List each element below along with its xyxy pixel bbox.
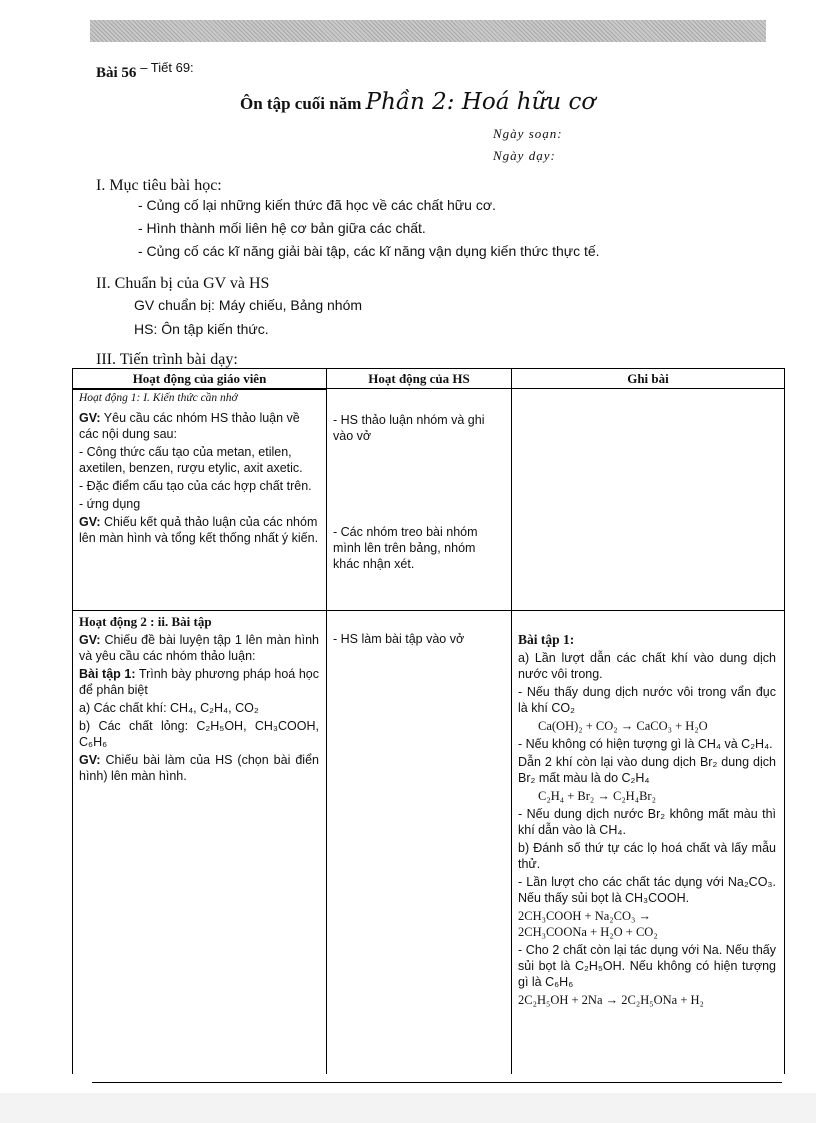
- activity-2-notes: [518, 631, 776, 1010]
- note-line: a) Lần lượt dẫn các chất khí vào dung dịch nước vôi trong.: [518, 651, 776, 682]
- activity-2-student: - HS làm bài tập vào vở: [333, 632, 465, 646]
- equation: 2CH₃COONa + H₂O + CO₂: [518, 925, 658, 940]
- exercise-label: Bài tập 1:: [79, 667, 136, 681]
- note-line: - Nếu không có hiện tượng gì là CH₄ và C₂H₄.: [518, 737, 773, 752]
- gv-text: Chiếu kết quả thảo luận của các nhóm lên màn hình và tổng kết thống nhất ý kiến.: [79, 515, 319, 545]
- footer-strip: [0, 1093, 816, 1123]
- activity-1-student-1: - HS thảo luận nhóm và ghi vào vở: [333, 413, 485, 443]
- title-fancy: Phần 2: Hoá hữu cơ: [365, 89, 596, 115]
- gv-text: Yêu cầu các nhóm HS thảo luận về các nội dung sau:: [79, 411, 300, 441]
- objective-item: - Củng cố các kĩ năng giải bài tập, các kĩ năng vận dụng kiến thức thực tế.: [138, 243, 600, 259]
- content-line: a) Các chất khí: CH₄, C₂H₄, CO₂: [79, 701, 259, 715]
- exercise-text: Trình bày phương pháp hoá học để phân biệt: [79, 667, 320, 697]
- equation: C₂H₄ + Br₂ → C₂H₄Br₂: [538, 789, 656, 804]
- activity-2-title-text: Hoạt động 2 : ii. Bài tập: [79, 614, 212, 629]
- prep-item-gv: GV chuẩn bị: Máy chiếu, Bảng nhóm: [134, 297, 363, 313]
- activity-1-teacher: [79, 410, 319, 548]
- gv-label: GV:: [79, 753, 101, 767]
- teach-date: Ngày dạy:: [493, 148, 556, 163]
- footer-rule: [92, 1082, 782, 1083]
- lesson-label: Bài 56: [96, 65, 137, 81]
- title-plain: Ôn tập cuối năm: [240, 94, 362, 113]
- content-line: - Công thức cấu tạo của metan, etilen, axetilen, benzen, rượu etylic, axit axetic.: [79, 445, 303, 475]
- activity-2-teacher: [79, 632, 319, 786]
- content-line: - Đặc điểm cấu tạo của các hợp chất trên.: [79, 479, 312, 493]
- lesson-table: [72, 368, 785, 1074]
- note-line: - Cho 2 chất còn lại tác dụng với Na. Nếu thấy sủi bọt là C₂H₅OH. Nếu không có hiện tượng gì là C₆H₆: [518, 943, 776, 990]
- objective-item: - Hình thành mối liên hệ cơ bản giữa các chất.: [138, 220, 426, 236]
- gv-label: GV:: [79, 633, 101, 647]
- section-3-heading: III. Tiến trình bài dạy:: [96, 351, 238, 368]
- page-title: [240, 88, 595, 117]
- equation: Ca(OH)₂ + CO₂ → CaCO₃ + H₂O: [538, 719, 708, 734]
- gv-text: Chiếu bài làm của HS (chọn bài điển hình) lên màn hình.: [79, 753, 319, 783]
- section-1-heading: I. Mục tiêu bài học:: [96, 177, 222, 194]
- gv-text: Chiếu đề bài luyện tập 1 lên màn hình và yêu cầu các nhóm thảo luận:: [79, 633, 319, 663]
- objective-item: - Củng cố lại những kiến thức đã học về các chất hữu cơ.: [138, 197, 496, 213]
- note-line: - Nếu dung dịch nước Br₂ không mất màu thì khí dẫn vào là CH₄.: [518, 807, 776, 838]
- col-header-notes: Ghi bài: [627, 371, 669, 386]
- equation: 2C₂H₅OH + 2Na → 2C₂H₅ONa + H₂: [518, 993, 704, 1008]
- col-header-student: Hoạt động của HS: [368, 371, 470, 386]
- note-line: b) Đánh số thứ tự các lọ hoá chất và lấy mẫu thử.: [518, 841, 776, 872]
- gv-label: GV:: [79, 515, 101, 529]
- prep-item-hs: HS: Ôn tập kiến thức.: [134, 321, 269, 337]
- prep-date: Ngày soạn:: [493, 126, 563, 141]
- activity-2-title: [79, 614, 319, 631]
- note-line: - Nếu thấy dung dịch nước vôi trong vẩn đục là khí CO₂: [518, 685, 776, 716]
- col-header-teacher: Hoạt động của giáo viên: [132, 371, 267, 386]
- note-line: Dẫn 2 khí còn lại vào dung dịch Br₂ dung dịch Br₂ mất màu là do C₂H₄: [518, 755, 776, 786]
- section-2-heading: II. Chuẩn bị của GV và HS: [96, 275, 270, 292]
- equation: 2CH₃COOH + Na₂CO₃ →: [518, 909, 651, 924]
- activity-1-title: Hoạt động 1: I. Kiến thức cần nhớ: [79, 392, 238, 404]
- gv-label: GV:: [79, 411, 101, 425]
- note-line: - Lần lượt cho các chất tác dụng với Na₂CO₃. Nếu thấy sủi bọt là CH₃COOH.: [518, 875, 776, 906]
- notes-title: Bài tập 1:: [518, 632, 575, 647]
- header-bar: [90, 20, 766, 42]
- content-line: b) Các chất lỏng: C₂H₅OH, CH₃COOH, C₆H₆: [79, 719, 319, 749]
- period-label: – Tiết 69:: [140, 60, 194, 75]
- activity-1-student-2: - Các nhóm treo bài nhóm mình lên trên bảng, nhóm khác nhận xét.: [333, 525, 478, 571]
- content-line: - ứng dụng: [79, 497, 141, 511]
- lesson-heading: [96, 60, 194, 83]
